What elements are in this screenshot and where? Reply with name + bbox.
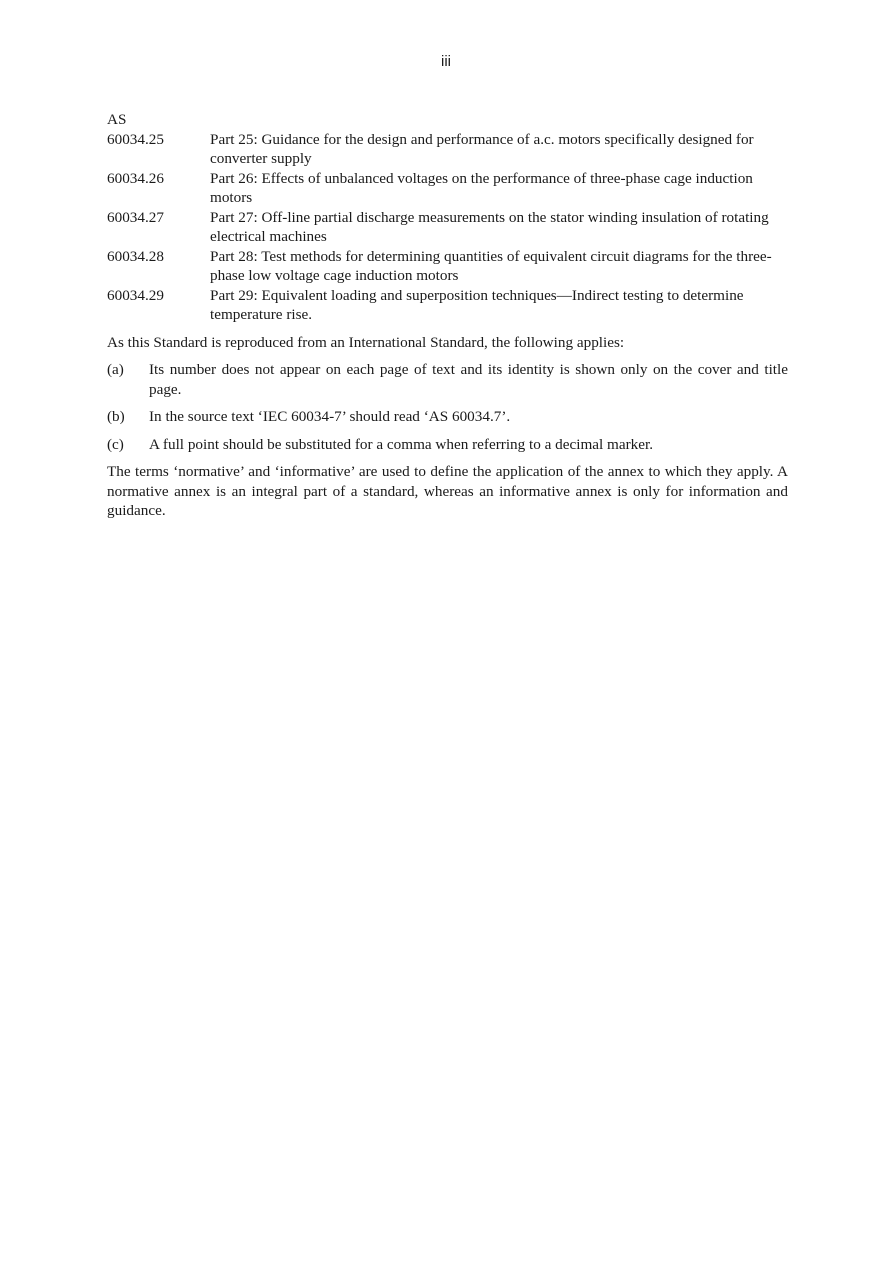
list-text: A full point should be substituted for a comma when referring to a decimal marker. bbox=[149, 435, 654, 453]
part-description: Part 25: Guidance for the design and performance of a.c. motors specifically designed for converter supply bbox=[210, 130, 754, 167]
as-label: AS bbox=[107, 111, 127, 128]
intro-paragraph: As this Standard is reproduced from an International Standard, the following applies: bbox=[107, 333, 625, 351]
applies-list bbox=[107, 360, 788, 454]
part-row bbox=[107, 130, 788, 169]
part-description: Part 27: Off-line partial discharge measurements on the stator winding insulation of rotating electrical machines bbox=[210, 208, 769, 245]
part-description: Part 26: Effects of unbalanced voltages on the performance of three-phase cage induction motors bbox=[210, 169, 753, 206]
closing-paragraph: The terms ‘normative’ and ‘informative’ are used to define the application of the annex to which they apply. A normative annex is an integral part of a standard, whereas an informative annex is only for information and guidance. bbox=[107, 463, 788, 519]
document-body bbox=[107, 110, 788, 521]
part-number: 60034.29 bbox=[107, 286, 164, 304]
part-row bbox=[107, 286, 788, 325]
parts-list bbox=[107, 130, 788, 325]
part-number: 60034.26 bbox=[107, 169, 164, 187]
part-row bbox=[107, 208, 788, 247]
list-text: Its number does not appear on each page of text and its identity is shown only on the cover and title page. bbox=[149, 361, 788, 398]
list-item bbox=[107, 360, 788, 399]
part-number: 60034.27 bbox=[107, 208, 164, 226]
part-row bbox=[107, 247, 788, 286]
part-description: Part 28: Test methods for determining quantities of equivalent circuit diagrams for the three-phase low voltage cage induction motors bbox=[210, 247, 772, 284]
part-row bbox=[107, 169, 788, 208]
list-marker: (b) bbox=[107, 408, 125, 425]
list-marker: (c) bbox=[107, 435, 124, 453]
list-text: In the source text ‘IEC 60034-7’ should read ‘AS 60034.7’. bbox=[149, 408, 511, 425]
page-number: iii bbox=[441, 53, 451, 70]
list-marker: (a) bbox=[107, 361, 124, 378]
part-description: Part 29: Equivalent loading and superposition techniques—Indirect testing to determine temperature rise. bbox=[210, 286, 744, 323]
list-item bbox=[107, 435, 788, 455]
part-number: 60034.25 bbox=[107, 130, 164, 148]
part-number: 60034.28 bbox=[107, 247, 164, 265]
list-item bbox=[107, 407, 788, 427]
